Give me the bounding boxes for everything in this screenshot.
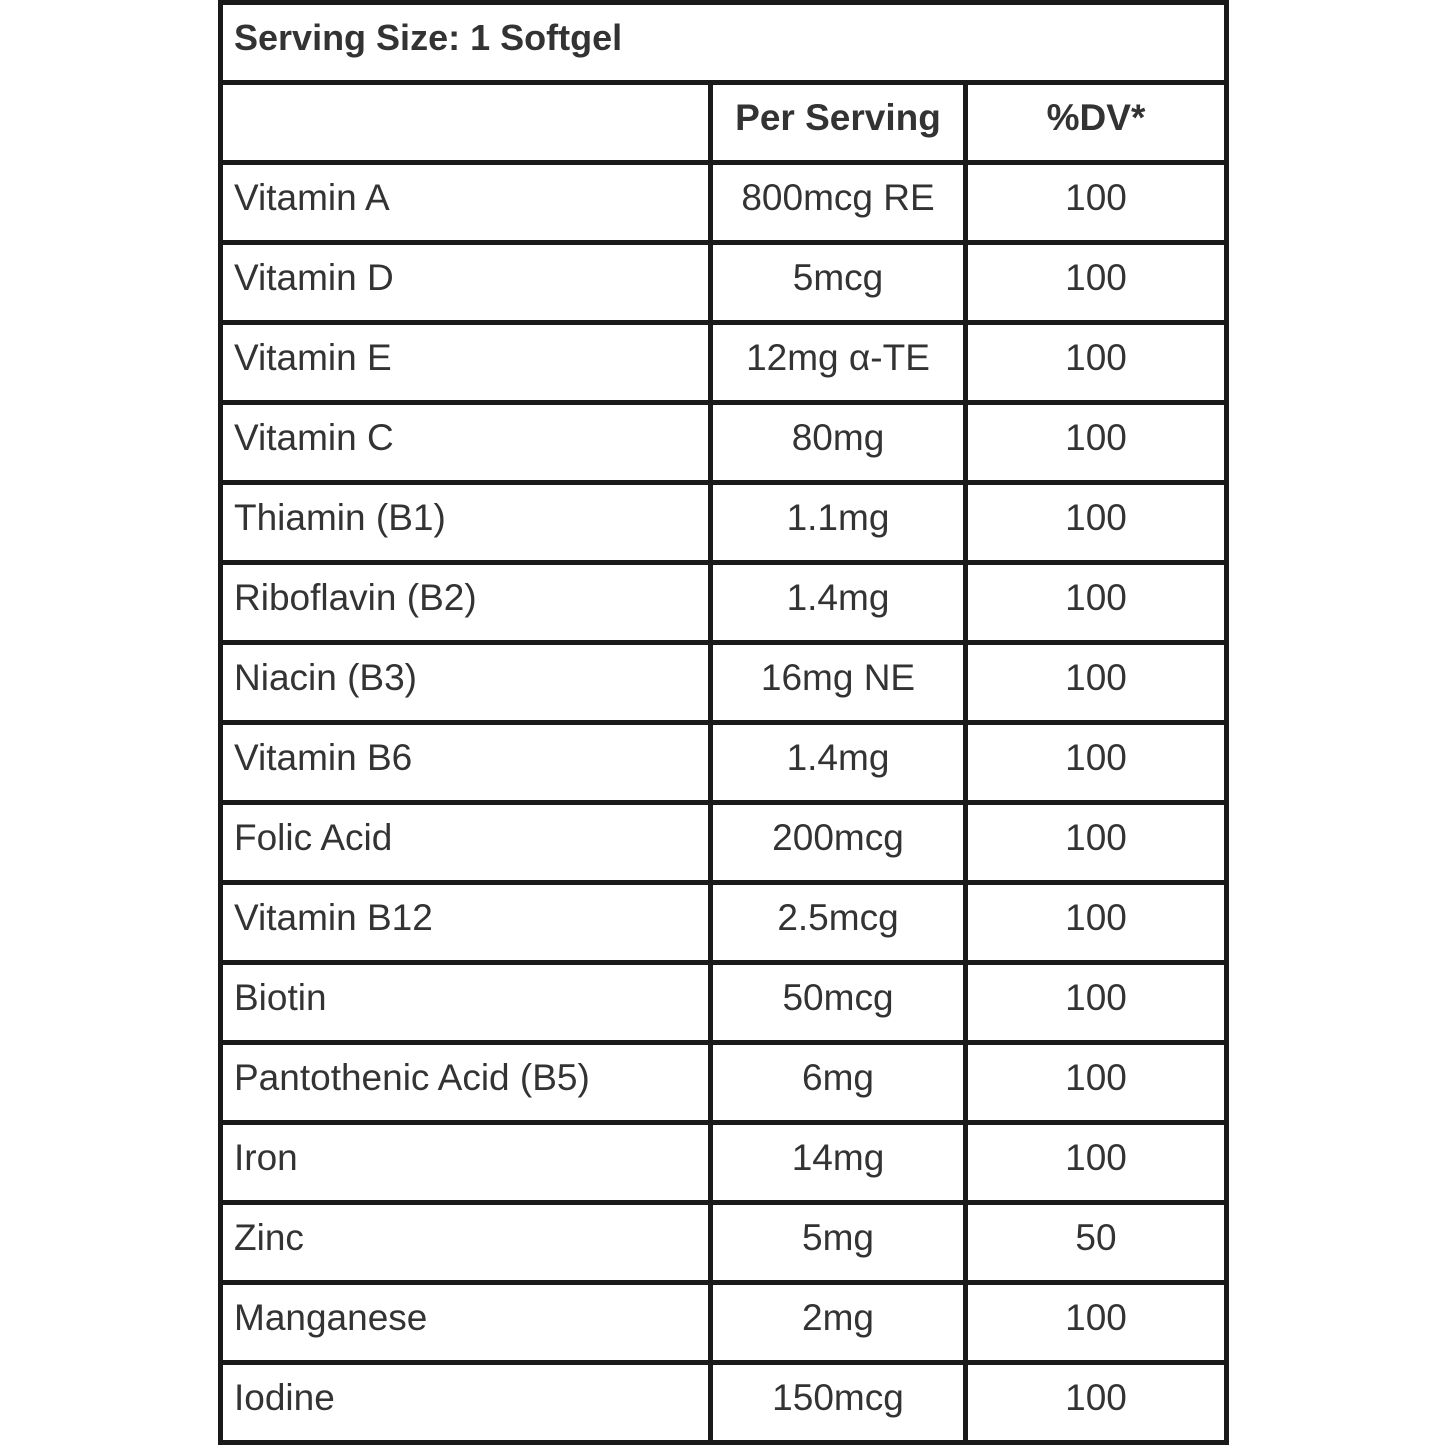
dv-cell [966,723,1225,803]
table-header-row [223,85,1224,163]
table-row [223,1283,1224,1363]
dv-cell [966,963,1225,1043]
header-per-serving-cell [711,85,966,163]
nutrient-name: Iron [234,1137,298,1178]
nutrient-name: Pantothenic Acid (B5) [234,1057,590,1098]
header-dv-label: %DV* [1046,97,1146,138]
nutrient-name-cell [223,163,711,243]
nutrient-name-cell [223,323,711,403]
per-serving-amount: 5mcg [792,257,884,298]
nutrient-name-cell [223,643,711,723]
per-serving-cell [711,723,966,803]
per-serving-cell [711,1043,966,1123]
table-row [223,1123,1224,1203]
per-serving-amount: 150mcg [772,1377,904,1418]
dv-cell [966,803,1225,883]
nutrient-name-cell [223,723,711,803]
serving-size-row [223,5,1224,85]
dv-cell [966,163,1225,243]
per-serving-amount: 14mg [791,1137,885,1178]
per-serving-amount: 2.5mcg [777,897,899,938]
nutrient-name-cell [223,483,711,563]
dv-value: 50 [1075,1217,1117,1258]
per-serving-amount: 1.1mg [786,497,890,538]
per-serving-amount: 800mcg RE [741,177,935,218]
dv-value: 100 [1065,817,1127,858]
dv-cell [966,483,1225,563]
table-row [223,803,1224,883]
per-serving-cell [711,643,966,723]
table-row [223,1363,1224,1441]
dv-cell [966,883,1225,963]
dv-cell [966,1043,1225,1123]
table-row [223,723,1224,803]
nutrient-name: Manganese [234,1297,428,1338]
dv-value: 100 [1065,177,1127,218]
dv-cell [966,1203,1225,1283]
dv-cell [966,403,1225,483]
nutrient-name-cell [223,1043,711,1123]
table-row [223,963,1224,1043]
per-serving-cell [711,243,966,323]
table-row [223,403,1224,483]
nutrient-table [223,85,1224,1440]
per-serving-amount: 5mg [802,1217,874,1258]
nutrient-name: Folic Acid [234,817,393,858]
per-serving-cell [711,1123,966,1203]
per-serving-amount: 16mg NE [760,657,916,698]
per-serving-amount: 80mg [791,417,885,458]
header-nutrient-cell [223,85,711,163]
dv-value: 100 [1065,257,1127,298]
per-serving-amount: 2mg [802,1297,874,1338]
dv-value: 100 [1065,417,1127,458]
dv-cell [966,563,1225,643]
nutrient-name-cell [223,1283,711,1363]
nutrient-name: Iodine [234,1377,335,1418]
table-row [223,563,1224,643]
nutrient-name: Vitamin D [234,257,394,298]
table-row [223,163,1224,243]
dv-value: 100 [1065,977,1127,1018]
nutrient-name: Zinc [234,1217,304,1258]
per-serving-cell [711,1363,966,1441]
per-serving-cell [711,1203,966,1283]
nutrient-name: Thiamin (B1) [234,497,446,538]
supplement-facts-panel [218,0,1229,1445]
per-serving-cell [711,1283,966,1363]
dv-value: 100 [1065,1057,1127,1098]
nutrient-name: Vitamin C [234,417,394,458]
dv-value: 100 [1065,897,1127,938]
dv-cell [966,323,1225,403]
nutrient-name-cell [223,1123,711,1203]
dv-value: 100 [1065,1137,1127,1178]
dv-value: 100 [1065,577,1127,618]
per-serving-cell [711,883,966,963]
table-row [223,483,1224,563]
per-serving-amount: 1.4mg [786,737,890,778]
dv-cell [966,1363,1225,1441]
header-per-serving-label: Per Serving [735,97,941,138]
nutrient-name: Biotin [234,977,327,1018]
per-serving-amount: 12mg α-TE [746,337,930,378]
table-row [223,1043,1224,1123]
nutrient-name: Niacin (B3) [234,657,417,698]
nutrient-name-cell [223,563,711,643]
per-serving-amount: 200mcg [772,817,904,858]
per-serving-cell [711,963,966,1043]
per-serving-cell [711,563,966,643]
nutrient-name: Riboflavin (B2) [234,577,477,618]
dv-cell [966,643,1225,723]
dv-value: 100 [1065,657,1127,698]
dv-value: 100 [1065,1297,1127,1338]
header-dv-cell [966,85,1225,163]
nutrient-name: Vitamin E [234,337,392,378]
nutrient-name-cell [223,243,711,323]
nutrient-name-cell [223,883,711,963]
dv-value: 100 [1065,497,1127,538]
dv-value: 100 [1065,1377,1127,1418]
per-serving-cell [711,323,966,403]
table-row [223,643,1224,723]
table-row [223,243,1224,323]
dv-cell [966,1123,1225,1203]
per-serving-cell [711,403,966,483]
nutrient-name-cell [223,803,711,883]
dv-value: 100 [1065,737,1127,778]
dv-cell [966,1283,1225,1363]
nutrient-name-cell [223,963,711,1043]
table-row [223,1203,1224,1283]
table-row [223,883,1224,963]
nutrient-name: Vitamin A [234,177,390,218]
per-serving-amount: 1.4mg [786,577,890,618]
per-serving-cell [711,483,966,563]
per-serving-cell [711,803,966,883]
table-row [223,323,1224,403]
dv-value: 100 [1065,337,1127,378]
per-serving-amount: 6mg [802,1057,874,1098]
nutrient-name-cell [223,1363,711,1441]
nutrient-name: Vitamin B12 [234,897,433,938]
nutrient-name-cell [223,1203,711,1283]
dv-cell [966,243,1225,323]
header-nutrient-label [223,85,708,97]
nutrient-name: Vitamin B6 [234,737,413,778]
serving-size-label: Serving Size: 1 Softgel [234,17,623,58]
per-serving-cell [711,163,966,243]
per-serving-amount: 50mcg [782,977,894,1018]
nutrient-name-cell [223,403,711,483]
